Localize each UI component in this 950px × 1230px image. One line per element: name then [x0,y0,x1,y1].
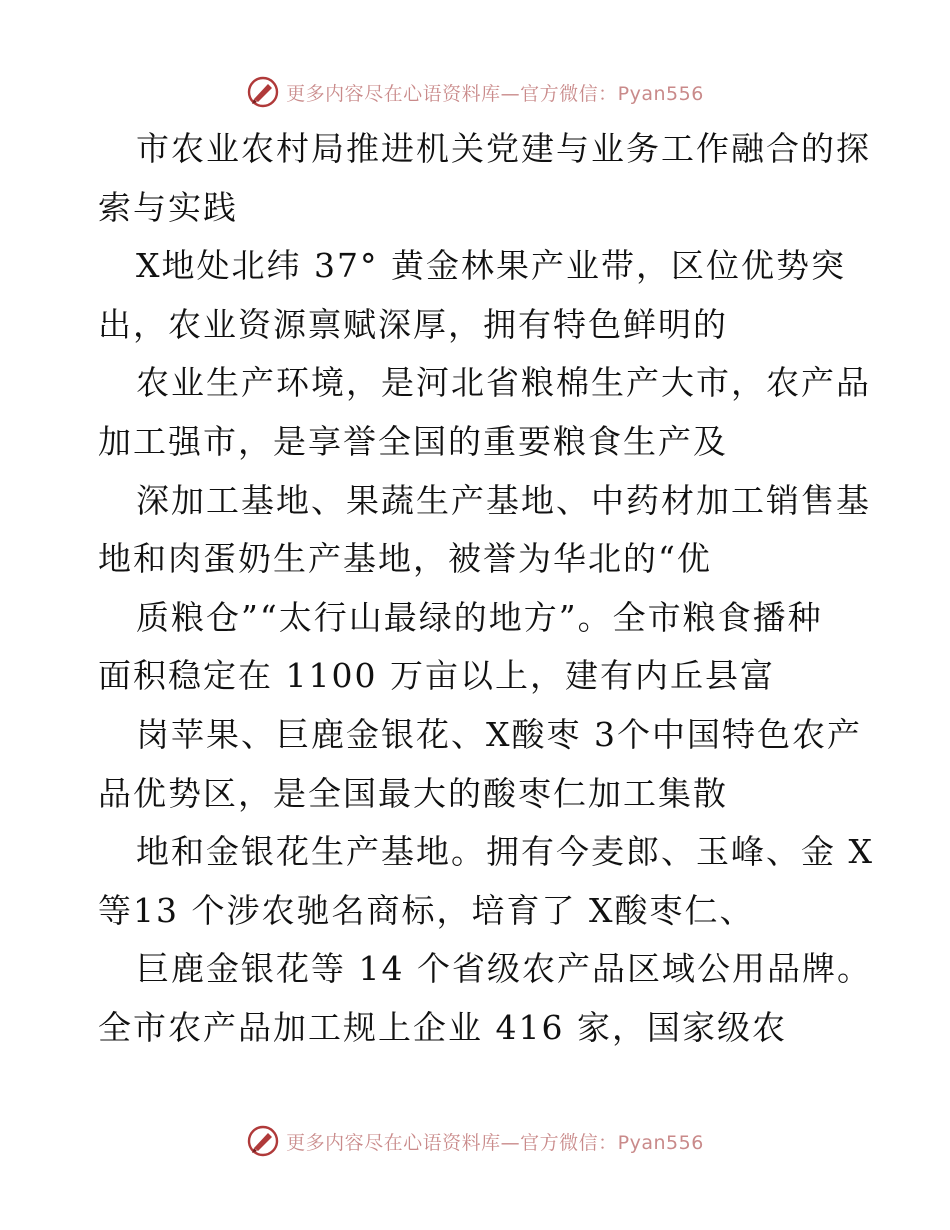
header-watermark [0,72,950,112]
paragraph-line: 农业生产环境，是河北省粮棉生产大市，农产品 [136,363,871,403]
footer-watermark [0,1121,950,1161]
paragraph-line: 等13 个涉农驰名商标，培育了 X酸枣仁、 [98,890,755,930]
paragraph-line: 加工强市，是享誉全国的重要粮食生产及 [98,421,728,461]
pen-logo-icon [246,1124,280,1158]
paragraph-line: 品优势区，是全国最大的酸枣仁加工集散 [98,773,728,813]
watermark-text: 更多内容尽在心语资料库—官方微信：Pyan556 [286,1131,704,1154]
paragraph-line: 市农业农村局推进机关党建与业务工作融合的探 [136,129,871,168]
paragraph-line: X地处北纬 37° 黄金林果产业带，区位优势突 [136,246,846,286]
paragraph-line: 巨鹿金银花等 14 个省级农产品区域公用品牌。 [136,949,872,989]
paragraph-line: 出，农业资源禀赋深厚，拥有特色鲜明的 [98,304,728,344]
watermark-text: 更多内容尽在心语资料库—官方微信：Pyan556 [286,82,704,105]
paragraph-line: 面积稳定在 1100 万亩以上，建有内丘县富 [98,656,775,696]
paragraph-line: 全市农产品加工规上企业 416 家，国家级农 [98,1007,787,1047]
document-body [98,120,874,1058]
paragraph-line: 质粮仓”“太行山最绿的地方”。全市粮食播种 [136,597,823,637]
pen-logo-icon [246,75,280,109]
paragraph-line: 岗苹果、巨鹿金银花、X酸枣 3个中国特色农产 [136,714,862,754]
paragraph-line: 深加工基地、果蔬生产基地、中药材加工销售基 [136,480,871,520]
paragraph-line: 地和金银花生产基地。拥有今麦郎、玉峰、金 X [136,832,874,872]
paragraph-line: 索与实践 [98,187,238,227]
paragraph-line: 地和肉蛋奶生产基地，被誉为华北的“优 [98,539,712,579]
